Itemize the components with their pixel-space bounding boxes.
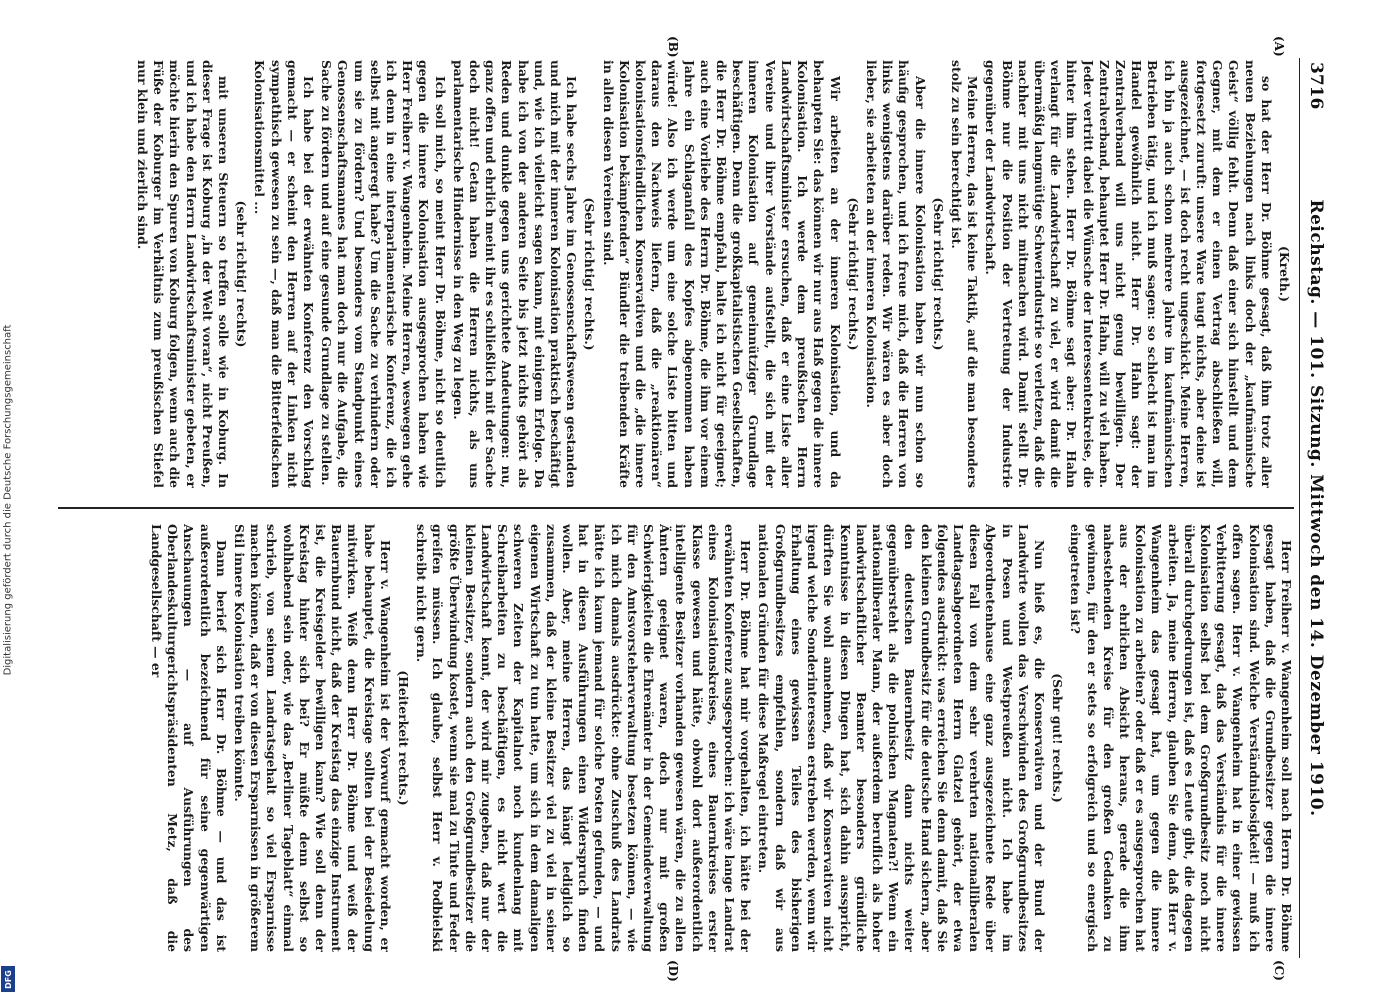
interjection: (Heiterkeit rechts.) [396,670,412,806]
margin-marker-b: (B) [666,36,680,58]
page-title: Reichstag. — 101. Sitzung. Mittwoch den 14. Dezember 1910. [1306,199,1326,817]
paragraph: Wir arbeiten an der inneren Kolonisation, und da behaupten Sie: das können wir nur aus Haß gegen die innere Kolonisation. Ich werde dem preußischen Herrn Landwirtschaftsminister ersuchen, daß er eine Liste aller Vereine und ihrer Vorstände aufstellt, die sich mit der inneren Kolonisation auf gemeinnütziger Grundlage beschäftigen. Denn die großkapitalistischen Gesellschaften, die Herr Dr. Böhme empfahl, halte ich nicht für geeignet; auch eine Vorliebe des Herrn Dr. Böhme, die ihm vor einem Jahre ein Schlaganfall des Kopfes abgenommen haben würde! Also ich werde um eine solche Liste bitten und daraus den Nachweis liefern, daß die „reaktionären“ kolonisationsfeindlichen Konservativen und die „die innere Kolonisation bekämpfenden“ Bündler die treibenden Kräfte in allen diesen Vereinen sind. [600,60,843,488]
margin-marker-d: (D) [666,960,680,982]
margin-marker-a: (A) [1272,36,1286,57]
interjection: (Sehr richtig! rechts.) [845,197,861,351]
interjection: (Sehr gut! rechts.) [1050,673,1066,803]
paragraph: Meine Herren, das ist keine Taktik, auf die man besonders stolz zu sein berechtigt ist. [948,60,981,488]
credit-text: Digitalisierung gefördert durch die Deutsche Forschungsgemeinschaft [2,324,14,676]
paragraph: Ich habe sechs Jahre im Genossenschaftswesen gestanden und mich mit der inneren Kolonisation praktisch beschäftigt und, wie ich vielleicht sagen kann, mit einigem Erfolge. Da habe ich von der anderen Seite bis jetzt nichts gehört als Reden und dunkle gegen uns gerichtete Andeutungen: nu, ganz offen und ehrlich meint ihr es schließlich mit der Sache doch nicht! Getan haben die Herren nichts, als uns parlamentarische Hindernisse in den Weg zu legen. [450,60,580,488]
interjection: (sehr richtig! rechts) [234,200,250,348]
paragraph: Herr Freiherr v. Wangenheim soll nach Herrn Dr. Böhme gesagt haben, daß die Grundbesitzer gegen die innere Kolonisation sind. Welche Verständnislosigkeit! — muß ich offen sagen. Herr v. Wangenheim hat in einer gewissen Verbitterung gesagt, daß das Verständnis für die innere Kolonisation selbst bei dem Großgrundbesitz noch nicht überall durchgedrungen ist, daß es Leute gibt, die dagegen arbeiten. Ja, meine Herren, glauben Sie denn, daß Herr v. Wangenheim das gesagt hat, um gegen die innere Kolonisation zu arbeiten? oder daß er es ausgesprochen hat aus der ehrlichen Absicht heraus, gerade die ihm nahestehenden Kreise für den großen Gedanken zu gewinnen, für den er stets so erfolgreich und so energisch eingetreten ist? [1068,524,1294,952]
paragraph: Aber die innere Kolonisation haben wir nun schon so häufig gesprochen, und ich freue mich, daß die Herren von links wenigstens darüber reden. Wir wären es aber doch lieber, sie arbeiteten an der inneren Kolonisation. [863,60,928,488]
paragraph: so hat der Herr Dr. Böhme gesagt, daß ihm trotz aller neuen Beziehungen nach links doch der „kaufmännische Geist“ völlig fehlt. Denn daß einer sich hinstellt und dem Gegner, mit dem er einen Vertrag abschließen will, fortgesetzt zuruft: unsere Ware taugt nichts, aber deine ist ausgezeichnet, — ist doch recht ungeschickt. Meine Herren, ich bin ja auch schon mehrere Jahre im kaufmännischen Betrieben tätig, und ich muß sagen: so schlecht ist man im Handel gewöhnlich nicht. Herr Dr. Hahn sagt: der Zentralverband will uns nicht genug bewilligen. Der Zentralverband, behauptet Herr Dr. Hahn, will zu viel haben. Jeder vertritt dabei die Wünsche der Interessentenkreise, die hinter ihm stehen. Herr Dr. Böhme sagt aber: Dr. Hahn verlangt für die Landwirtschaft zu viel, er wird damit die übermäßig langmütige Schwerindustrie so verletzen, daß die nachher mit uns nicht mitmachen wird. Damit stellt Dr. Böhme nur die Position der Vertretung der Industrie gegenüber der Landwirtschaft. [983,60,1274,488]
interjection: (Kreth.) [1277,246,1292,302]
interjection: (Sehr richtig! rechts.) [930,197,946,351]
margin-marker-c: (C) [1272,960,1286,981]
rotated-page [52,36,1330,982]
dfg-logo: DFG [1,966,15,992]
page-header [1299,58,1330,958]
interjection: (Sehr richtig! rechts.) [582,197,598,351]
paragraph: Ich soll mich, so meint Herr Dr. Böhme, nicht so deutlich gegen die innere Kolonisation ausgesprochen haben wie Herr Freiherr v. Wangenheim. Meine Herren, weswegen gehe ich denn in eine interparlamentarische Konferenz, die ich selbst mit angeregt habe? Um die Sache zu verhindern oder um sie zu fördern? Und besonders vom Standpunkt eines Genossenschaftsmannes hat man doch nur die Aufgabe, die Sache zu fördern und auf eine gesunde Grundlage zu stellen. [319,60,448,488]
paragraph: Nun hieß es, die Konservativen und der Bund der Landwirte wollen das Verschwinden des Großgrundbesitzes in Posen und Westpreußen nicht. Ich habe im Abgeordnetenhause eine ganz ausgezeichnete Rede über diesen Fall von dem sehr verehrten nationalliberalen Landtagsabgeordneten Herrn Glatzel gehört, der etwa folgendes ausdrückt: was erreichen Sie denn damit, daß Sie den kleinen Grundbesitz für die deutsche Hand sichern, aber den deutschen Bauernbesitz dann nichts weiter gegenübersteht als die polnischen Magnaten?! Wenn ein nationalliberaler Mann, der außerdem beruflich als hoher landwirtschaftlicher Beamter besonders gründliche Kenntnisse in diesen Dingen hat, sich dahin ausspricht, dürften Sie wohl annehmen, daß wir Konservativen nicht irgend welche Sonderinteressen erstreben werden, wenn wir Erhaltung eines gewissen Teiles des bisherigen Großgrundbesitzes empfehlen, sondern daß wir aus nationalen Gründen für diese Maßregel eintreten. [756,524,1047,952]
left-column [58,60,1294,488]
paragraph: mit unseren Steuern so treffen solle wie in Koburg. In dieser Frage ist Koburg „in der Welt voran“, nicht Preußen, und ich habe den Herrn Landwirtschaftsminister gebeten, er möchte hierin den Spuren von Koburg folgen, wenn auch die Füße der Koburger im Verhältnis zum preußischen Stiefel nur klein und zierlich sind. [134,60,231,488]
credit-strip [0,0,16,1000]
paragraph: Herr Dr. Böhme hat mir vorgehalten, ich hätte bei der erwähnten Konferenz ausgesprochen: ich wäre lange Landrat eines Kolonisationskreises, eines Bauernkreises erster Klasse gewesen und hätte, obwohl dort außerordentlich intelligente Besitzer vorhanden gewesen wären, die zu allen Ämtern geeignet waren, doch nur mit großen Schwierigkeiten die Ehrenämter in der Gemeindeverwaltung für den Amtsvorsteherverwaltung besetzen können, — wie ich mich damals ausdrückte: ohne Zuschuß des Landrats hätte ich kaum jemand für solche Posten gefunden, — und hat in diesen Ausführungen einen Widerspruch finden wollen. Aber, meine Herren, das hängt lediglich so zusammen, daß der kleine Besitzer viel zu viel in seiner eigenen Wirtschaft zu tun hatte, um sich in dem damaligen schweren Zeiten der Kapitalnot noch kundenlang mit Schreibarbeiten zu beschäftigen, es nicht wert die Landwirtschaft kennt, der wird mir zugeben, daß nur der kleinen Besitzer, sondern auch den Großgrundbesitzer die größte Überwindung kostet, wenn sie mal zu Tinte und Feder greifen müssen. Ich glaube, selbst Herr v. Podbielski schreibt nicht gern. [414,524,754,952]
paragraph: Dann berief sich Herr Dr. Böhme — und das ist außerordentlich bezeichnend für seine gegenwärtigen Anschauungen — auf Ausführungen des Oberlandeskulturgerichtspräsidenten Metz, daß die Landgesellschaft — er [148,524,229,952]
text-columns [58,58,1294,958]
column-rule [58,507,1294,509]
page-number: 3716 [1306,62,1326,110]
right-column [58,524,1294,952]
paragraph: Ich habe bei der erwähnten Konferenz den Vorschlag gemacht — er scheint den Herren auf der Linken nicht sympathisch gewesen zu sein —, daß man die Bitterfeldschen Kolonisationsmittel ... [252,60,317,488]
paragraph: Herr v. Wangenheim ist der Vorwurf gemacht worden, er habe behauptet, die Kreistage sollten bei der Besiedelung mitwirken. Weiß denn Herr Dr. Böhme und weiß der Bauernbund nicht, daß der Kreistag das einzige Instrument ist, die Kreisgelder bewilligen kann? Wie soll denn der Kreistag hinter sich bei? Er müßte denn selbst so wohlhabend sein oder, wie das „Berliner Tageblatt“ einmal schrieb, von seinem Landratsgehalt so viel Ersparnisse machen können, daß er von diesen Ersparnissen in größerem Stil innere Kolonisation treiben könnte. [232,524,393,952]
